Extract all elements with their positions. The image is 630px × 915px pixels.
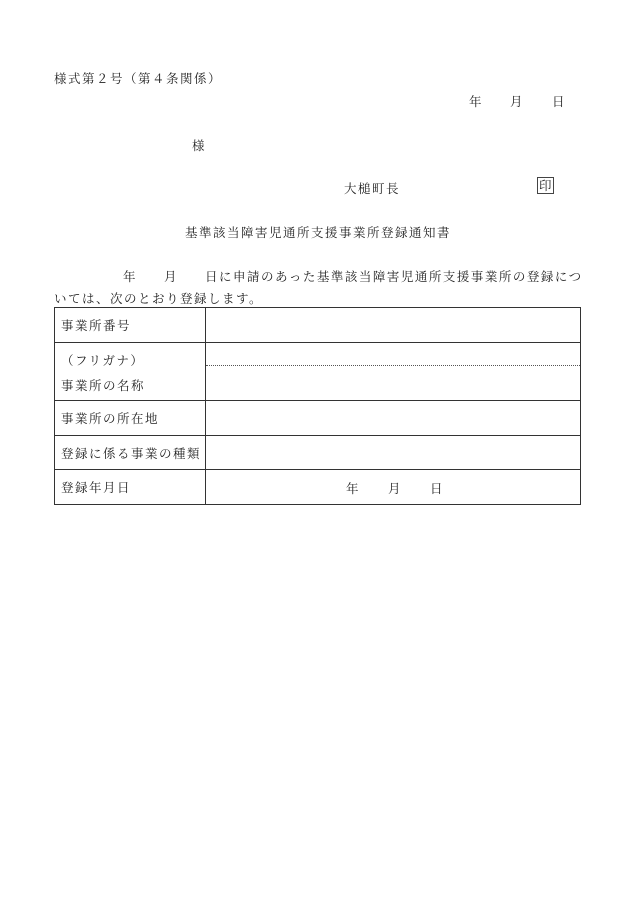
issuer-name: 大槌町長 [344,181,401,196]
table-row [55,470,581,505]
reg-date-year: 年 [346,481,361,496]
value-service-type[interactable] [206,436,581,470]
value-office-name[interactable] [206,343,581,401]
date-month: 月 [510,94,523,109]
reg-date-day: 日 [430,481,445,496]
value-office-number[interactable] [206,308,581,343]
seal-mark [537,177,554,194]
addressee-suffix: 様 [192,138,205,153]
document-title: 基準該当障害児通所支援事業所登録通知書 [185,225,452,240]
body-year: 年 [123,269,138,284]
table-row [55,343,581,401]
table-row [55,436,581,470]
label-office-name [55,343,206,401]
body-month: 月 [164,269,179,284]
label-furigana: （フリガナ） [61,352,145,368]
label-service-type: 登録に係る事業の種類 [55,436,206,470]
registration-table [54,307,581,505]
form-number: 様式第２号（第４条関係） [54,71,223,86]
office-name-field[interactable] [206,366,580,400]
value-office-address[interactable] [206,401,581,436]
value-registration-date[interactable] [206,470,581,505]
label-office-number: 事業所番号 [55,308,206,343]
date-day: 日 [552,94,565,109]
seal-icon: 印 [539,178,552,193]
date-year: 年 [469,94,482,109]
body-line2: いては、次のとおり登録します。 [54,291,264,306]
label-registration-date: 登録年月日 [55,470,206,505]
table-row [55,401,581,436]
reg-date-month: 月 [388,481,403,496]
table-row [55,308,581,343]
label-office-name-text: 事業所の名称 [61,377,146,393]
label-office-address: 事業所の所在地 [55,401,206,436]
body-line1: 日に申請のあった基準該当障害児通所支援事業所の登録につ [205,269,583,284]
furigana-field[interactable] [206,343,580,366]
